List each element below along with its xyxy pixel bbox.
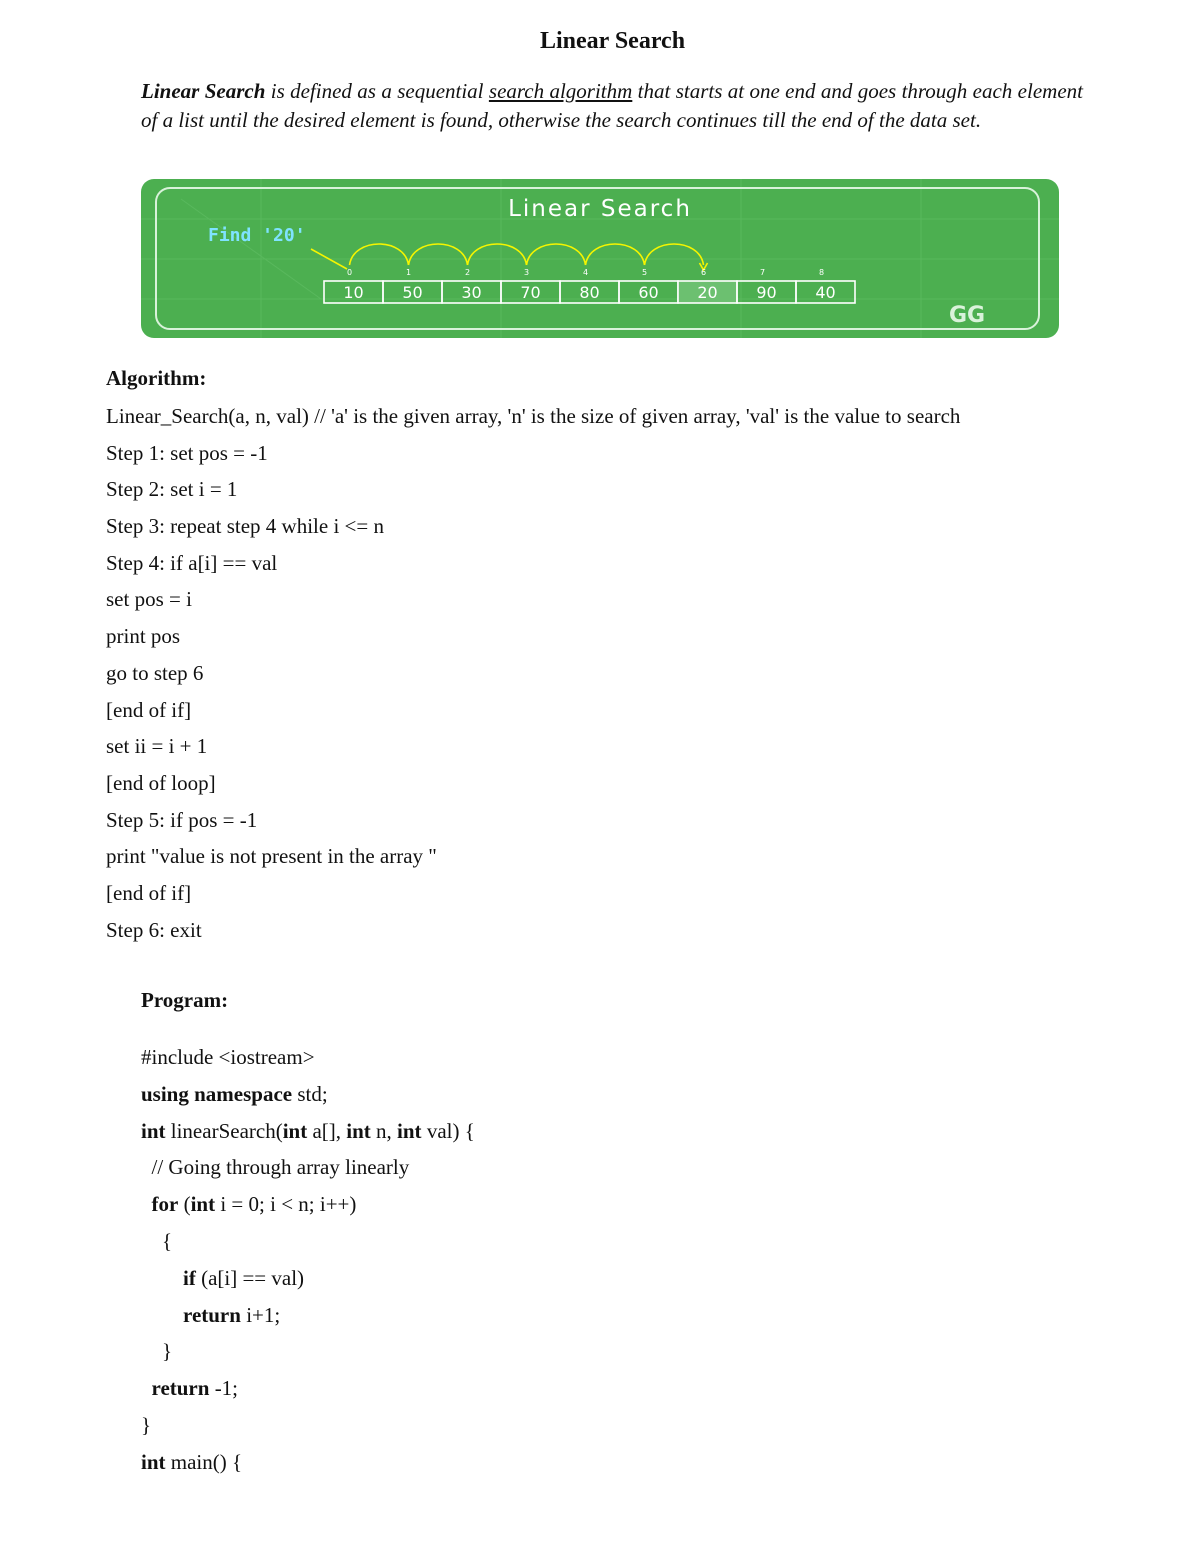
index-label: 0 bbox=[346, 268, 353, 277]
array-cell-value: 80 bbox=[579, 283, 600, 302]
code-line: } bbox=[141, 1339, 173, 1364]
hop-arrow bbox=[527, 244, 586, 265]
logo: GG bbox=[948, 303, 986, 328]
array-cell bbox=[324, 281, 383, 303]
array-cell-value: 30 bbox=[461, 283, 482, 302]
array-cell bbox=[501, 281, 560, 303]
algorithm-line: go to step 6 bbox=[106, 660, 204, 685]
array-cell-value: 50 bbox=[402, 283, 423, 302]
array-cell-value: 90 bbox=[756, 283, 777, 302]
linear-search-illustration bbox=[141, 179, 1059, 338]
code-line: { bbox=[141, 1228, 173, 1253]
array-cell-value: 40 bbox=[815, 283, 836, 302]
figure-heading: Linear Search bbox=[508, 196, 692, 222]
algorithm-line: print "value is not present in the array " bbox=[106, 844, 437, 869]
search-algorithm-link[interactable]: search algorithm bbox=[488, 79, 633, 103]
array-cell bbox=[796, 281, 855, 303]
document-title: Linear Search bbox=[539, 28, 686, 54]
array-cells bbox=[324, 281, 855, 303]
index-labels bbox=[347, 268, 824, 277]
hop-arrow bbox=[468, 244, 527, 265]
array-cell bbox=[619, 281, 678, 303]
array-cell-value: 60 bbox=[638, 283, 659, 302]
index-label: 6 bbox=[700, 268, 707, 277]
hop-arrow bbox=[645, 244, 704, 265]
program-code bbox=[141, 1039, 475, 1481]
index-label: 7 bbox=[759, 268, 766, 277]
algorithm-line: Linear_Search(a, n, val) // 'a' is the given array, 'n' is the size of given array, 'val' is the value to search bbox=[106, 404, 961, 428]
array-cell bbox=[383, 281, 442, 303]
index-label: 4 bbox=[582, 268, 589, 277]
array-cell-value: 70 bbox=[520, 283, 541, 302]
array-cell bbox=[678, 281, 737, 303]
array-cell bbox=[442, 281, 501, 303]
code-line: } bbox=[141, 1412, 152, 1437]
code-line: return -1; bbox=[151, 1376, 239, 1401]
hop-arrow bbox=[350, 244, 409, 265]
hop-arrow bbox=[409, 244, 468, 265]
index-label: 3 bbox=[523, 268, 530, 277]
array-cell-value: 20 bbox=[697, 283, 718, 302]
array-cell bbox=[737, 281, 796, 303]
algorithm-line: set ii = i + 1 bbox=[106, 734, 208, 759]
index-label: 8 bbox=[818, 268, 825, 277]
intro-term: Linear Search bbox=[141, 79, 266, 103]
array-cell-value: 10 bbox=[343, 283, 364, 302]
code-line: int main() { bbox=[141, 1449, 243, 1474]
code-line: return i+1; bbox=[183, 1302, 281, 1327]
algorithm-line: Step 1: set pos = -1 bbox=[106, 440, 268, 465]
index-label: 2 bbox=[464, 268, 471, 277]
intro-paragraph bbox=[141, 77, 1083, 135]
search-arrows bbox=[311, 244, 708, 270]
algorithm-line: [end of if] bbox=[106, 880, 192, 905]
target-label: Find '20' bbox=[208, 225, 306, 246]
algorithm-line: [end of loop] bbox=[106, 770, 216, 795]
code-line: #include <iostream> bbox=[141, 1045, 315, 1069]
program-heading: Program: bbox=[141, 988, 229, 1012]
index-label: 1 bbox=[405, 268, 412, 277]
algorithm-line: Step 4: if a[i] == val bbox=[106, 550, 278, 575]
intro-text-before-link: is defined as a sequential bbox=[265, 79, 489, 103]
algorithm-line: [end of if] bbox=[106, 697, 192, 722]
algorithm-steps bbox=[106, 398, 960, 948]
algorithm-line: Step 5: if pos = -1 bbox=[106, 807, 258, 832]
algorithm-line: Step 6: exit bbox=[106, 917, 202, 942]
algorithm-line: set pos = i bbox=[106, 587, 192, 612]
illustration-svg bbox=[141, 179, 1059, 338]
algorithm-line: Step 2: set i = 1 bbox=[106, 477, 238, 502]
algorithm-line: Step 3: repeat step 4 while i <= n bbox=[106, 514, 384, 539]
intro-text-after-link: that starts at one end and goes through each element of a list until the desired element is found, otherwise the search continues till the end of the data set. bbox=[141, 79, 1083, 132]
array-cell bbox=[560, 281, 619, 303]
index-label: 5 bbox=[641, 268, 648, 277]
code-line: for (int i = 0; i < n; i++) bbox=[151, 1192, 357, 1217]
algorithm-heading: Algorithm: bbox=[106, 366, 207, 390]
code-line: using namespace std; bbox=[141, 1081, 328, 1106]
code-line: if (a[i] == val) bbox=[183, 1265, 305, 1290]
code-line: // Going through array linearly bbox=[141, 1155, 410, 1180]
algorithm-line: print pos bbox=[106, 624, 181, 649]
hop-arrow bbox=[586, 244, 645, 265]
code-line: int linearSearch(int a[], int n, int val) { bbox=[141, 1118, 475, 1143]
